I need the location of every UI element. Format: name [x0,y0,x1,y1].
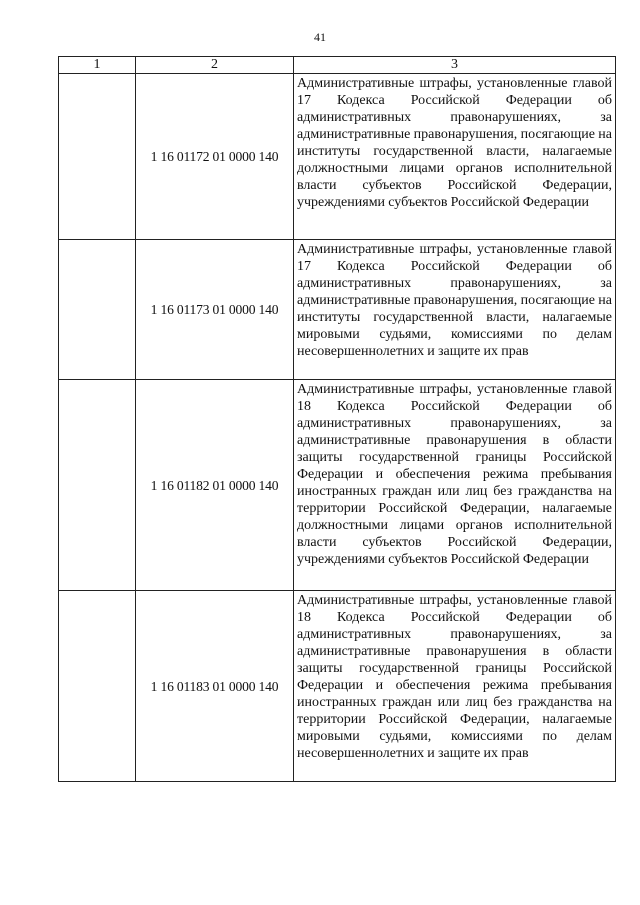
table-row [59,74,616,240]
page-number: 41 [314,30,326,44]
code-description: Административные штрафы, установленные главой 17 Кодекса Российской Федерации об административных правонарушениях, за административные правонарушения, посягающие на институты государственной власти, налагаемые мировыми судьями, комиссиями по делам несовершеннолетних и защите их прав [294,240,616,380]
classification-code: 1 16 01172 01 0000 140 [136,74,294,240]
column-header-2: 2 [136,57,294,74]
row-number-cell [59,380,136,591]
table-row [59,591,616,782]
table-row [59,380,616,591]
table-row [59,240,616,380]
row-number-cell [59,591,136,782]
table-header-row [59,57,616,74]
classification-code: 1 16 01182 01 0000 140 [136,380,294,591]
row-number-cell [59,240,136,380]
column-header-1: 1 [59,57,136,74]
code-description: Административные штрафы, установленные главой 18 Кодекса Российской Федерации об административных правонарушениях, за административные правонарушения в области защиты государственной границы Российской Федерации и обеспечения режима пребывания иностранных граждан или лиц без гражданства на территории Российской Федерации, налагаемые мировыми судьями, комиссиями по делам несовершеннолетних и защите их прав [294,591,616,782]
row-number-cell [59,74,136,240]
classification-code: 1 16 01173 01 0000 140 [136,240,294,380]
classification-table [58,56,616,782]
column-header-3: 3 [294,57,616,74]
code-description: Административные штрафы, установленные главой 17 Кодекса Российской Федерации об административных правонарушениях, за административные правонарушения, посягающие на институты государственной власти, налагаемые должностными лицами органов исполнительной власти субъектов Российской Федерации, учреждениями субъектов Российской Федерации [294,74,616,240]
classification-code: 1 16 01183 01 0000 140 [136,591,294,782]
code-description: Административные штрафы, установленные главой 18 Кодекса Российской Федерации об административных правонарушениях, за административные правонарушения в области защиты государственной границы Российской Федерации и обеспечения режима пребывания иностранных граждан или лиц без гражданства на территории Российской Федерации, налагаемые должностными лицами органов исполнительной власти субъектов Российской Федерации, учреждениями субъектов Российской Федерации [294,380,616,591]
